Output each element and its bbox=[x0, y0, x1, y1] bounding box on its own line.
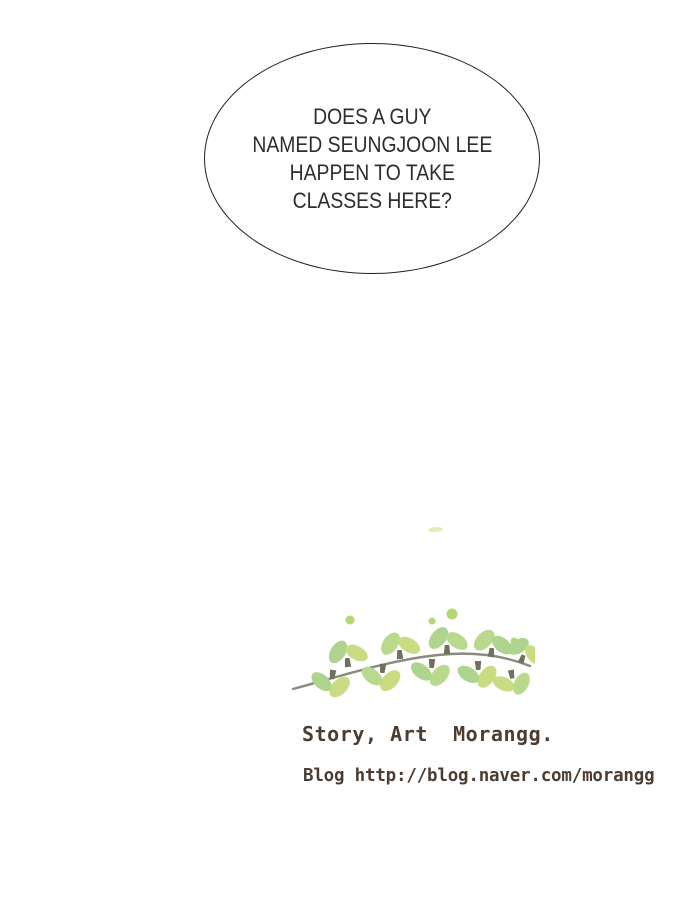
credit-blog-url: Blog http://blog.naver.com/morangg bbox=[303, 766, 655, 786]
berry-dot bbox=[429, 618, 436, 625]
leaf-cluster bbox=[306, 667, 355, 703]
speech-line: HAPPEN TO TAKE bbox=[289, 159, 455, 185]
berry-dot bbox=[346, 616, 355, 625]
leaf-cluster bbox=[357, 662, 405, 696]
speech-bubble-text bbox=[252, 103, 492, 215]
berry-dot bbox=[447, 609, 458, 620]
speech-bubble bbox=[204, 43, 540, 274]
leaf-cluster bbox=[454, 660, 501, 692]
speech-line: DOES A GUY bbox=[312, 103, 432, 129]
credit-story-art: Story, Art Morangg. bbox=[302, 722, 554, 746]
leaf-branch-svg bbox=[290, 598, 535, 710]
speech-line: CLASSES HERE? bbox=[292, 187, 452, 213]
leaf-cluster bbox=[425, 624, 471, 654]
leaf-cluster bbox=[323, 634, 372, 669]
leaf-cluster bbox=[376, 627, 424, 661]
paint-smudge-decoration bbox=[428, 526, 443, 532]
speech-line: NAMED SEUNGJOON LEE bbox=[252, 131, 492, 157]
leaf-cluster bbox=[407, 658, 455, 691]
leaf-branch-illustration bbox=[290, 598, 535, 710]
